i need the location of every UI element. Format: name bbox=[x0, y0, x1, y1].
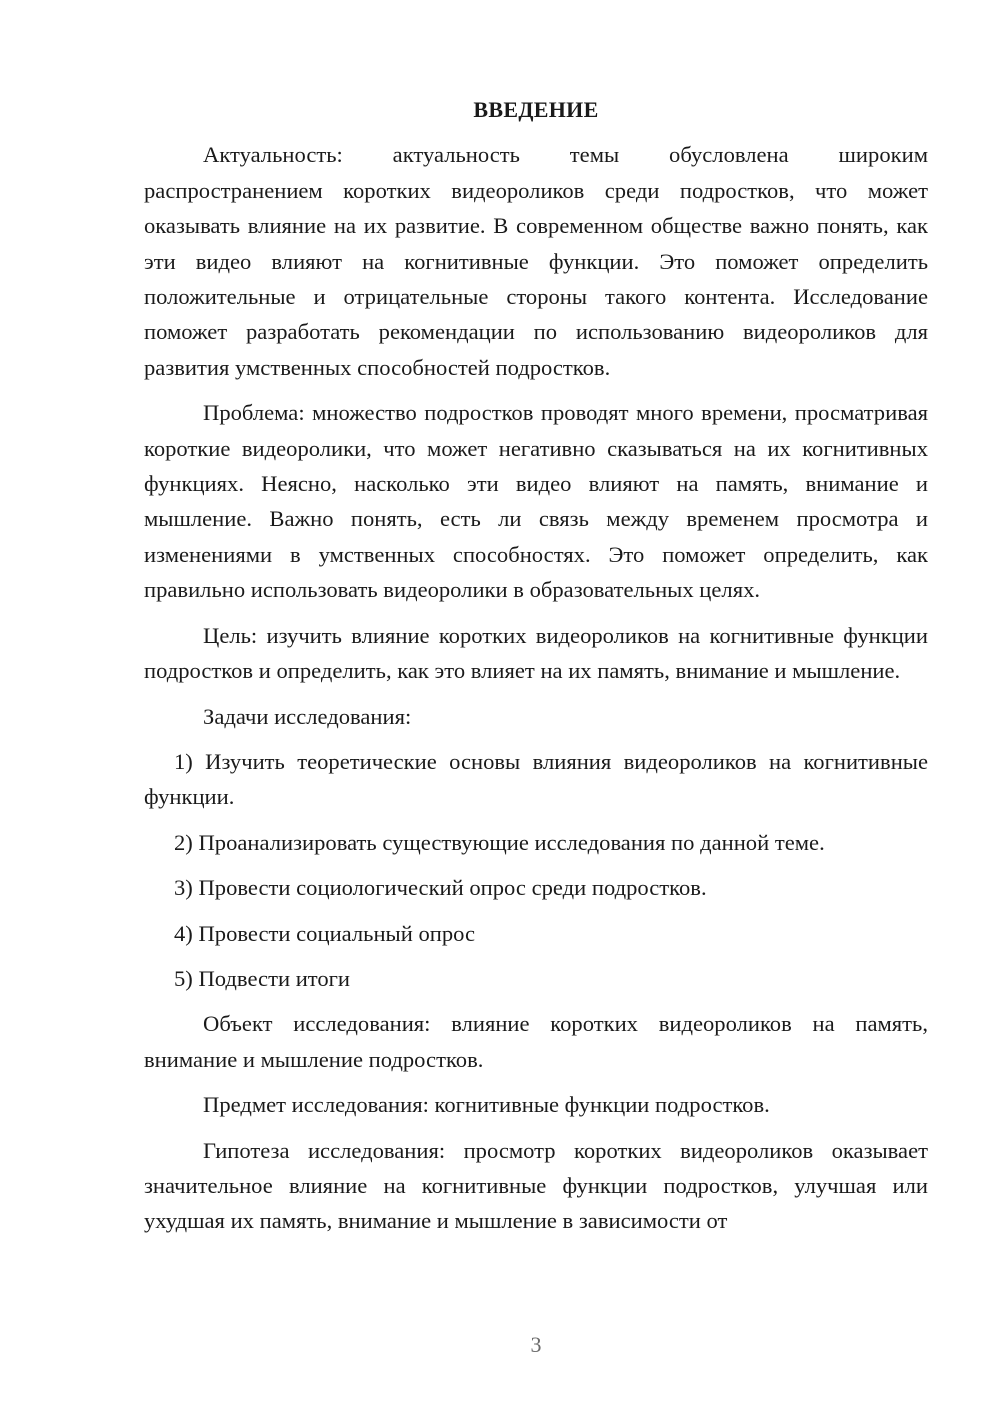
paragraph-goal: Цель: изучить влияние коротких видеороликов на когнитивные функции подростков и определить, как это влияет на их память, внимание и мышление. bbox=[144, 622, 928, 684]
paragraph-problem: Проблема: множество подростков проводят много времени, просматривая короткие видеоролики, что может негативно сказываться на их когнитивных функциях. Неясно, насколько эти видео влияют на память, внимание и мышление. Важно понять, есть ли связь между временем просмотра и изменениями в умственных способностях. Это поможет определить, как правильно использовать видеоролики в образовательных целях. bbox=[144, 400, 928, 603]
paragraph-tasks-title: Задачи исследования: bbox=[203, 703, 412, 729]
task-item: 2) Проанализировать существующие исследования по данной теме. bbox=[174, 829, 825, 855]
page-number: 3 bbox=[530, 1332, 542, 1357]
paragraph-object: Объект исследования: влияние коротких видеороликов на память, внимание и мышление подростков. bbox=[144, 1011, 928, 1072]
paragraph-hypothesis: Гипотеза исследования: просмотр коротких видеороликов оказывает значительное влияние на когнитивные функции подростков, улучшая или ухудшая их память, внимание и мышление в зависимости от bbox=[144, 1137, 928, 1234]
task-item: 3) Провести социологический опрос среди подростков. bbox=[174, 875, 707, 901]
paragraph-subject: Предмет исследования: когнитивные функции подростков. bbox=[203, 1092, 770, 1118]
paragraph-relevance: Актуальность: актуальность темы обусловлена широким распространением коротких видеороликов среди подростков, что может оказывать влияние на их развитие. В современном обществе важно понять, как эти видео влияют на когнитивные функции. Это поможет определить положительные и отрицательные стороны такого контента. Исследование поможет разработать рекомендации по использованию видеороликов для развития умственных способностей подростков. bbox=[144, 142, 928, 380]
task-item: 1) Изучить теоретические основы влияния видеороликов на когнитивные функции. bbox=[144, 748, 928, 810]
task-item: 4) Провести социальный опрос bbox=[174, 920, 476, 946]
document-body bbox=[144, 92, 928, 1249]
section-heading: ВВЕДЕНИЕ bbox=[473, 97, 599, 122]
task-item: 5) Подвести итоги bbox=[174, 965, 351, 991]
